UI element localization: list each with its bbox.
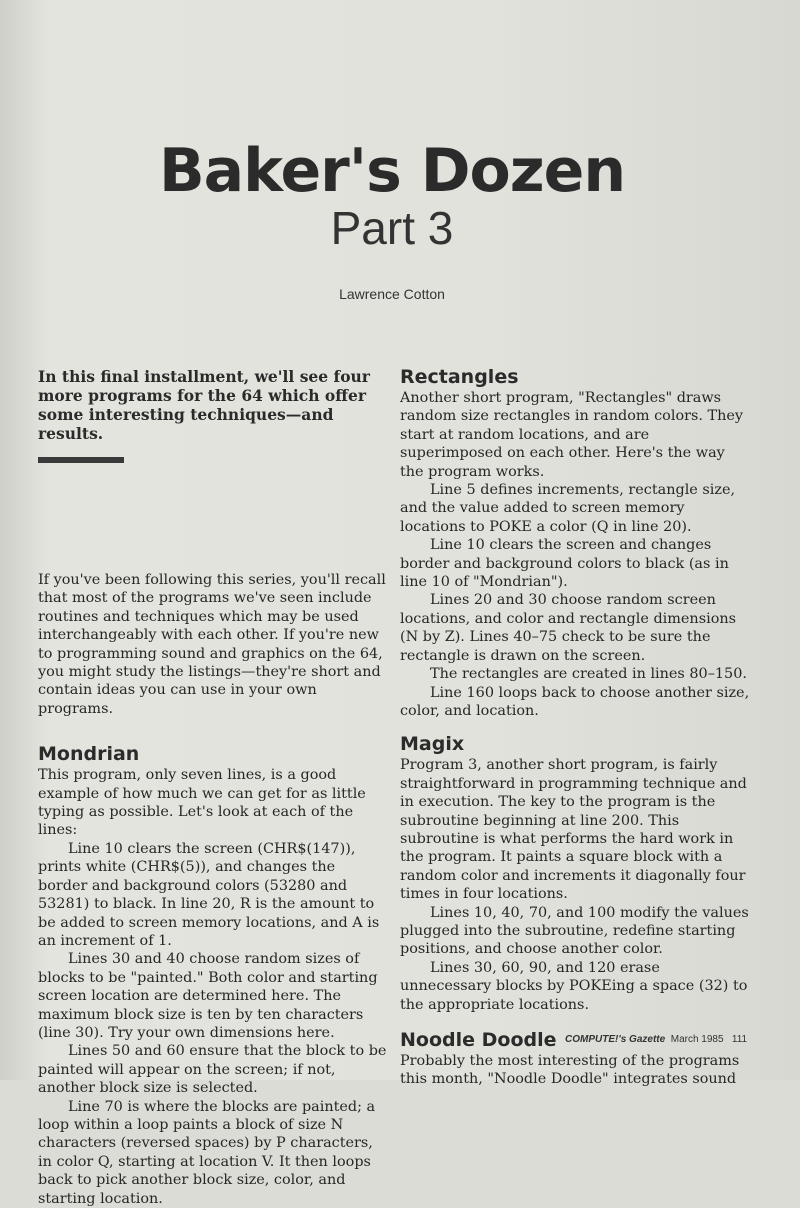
article-title: Baker's Dozen [158,136,626,206]
mondrian-paragraph-5: Line 70 is where the blocks are painted; a loop within a loop paints a block of size N characters (reversed spaces) by P characters, in color Q, starting at location V. It then loops back to pick another block size, color, and starting location. [38,1098,376,1207]
right-column [400,365,752,1089]
rectangles-paragraph-5: The rectangles are created in lines 80–150. [430,666,747,683]
rectangles-paragraph-1: Another short program, "Rectangles" draws random size rectangles in random colors. They start at random locations, and are superimposed on each other. Here's the way the program works. [400,390,744,480]
rectangles-paragraph-6: Line 160 loops back to choose another size, color, and location. [400,684,750,719]
rectangles-paragraph-2: Line 5 defines increments, rectangle size, and the value added to screen memory locations to POKE a color (Q in line 20). [400,482,736,535]
lede-rule [38,457,124,463]
magix-paragraph-1: Program 3, another short program, is fairly straightforward in programming technique and in execution. The key to the program is the subroutine beginning at line 200. This subroutine is what performs the hard work in the program. It paints a square block with a random color and increments it diagonally four times in four locations. [400,757,747,903]
heading-noodle-doodle: Noodle Doodle [400,1029,557,1051]
lede-text: In this final installment, we'll see four more programs for the 64 which offer some interesting techniques—and results. [38,367,370,443]
noodle-paragraph-1: Probably the most interesting of the programs this month, "Noodle Doodle" integrates sound [400,1053,740,1088]
magix-paragraph-2: Lines 10, 40, 70, and 100 modify the values plugged into the subroutine, redefine starting positions, and choose another color. [400,904,749,958]
left-column [38,367,388,1208]
page-number: 111 [731,1034,748,1045]
issue-date: March 1985 [670,1034,724,1045]
rectangles-paragraph-3: Line 10 clears the screen and changes border and background colors to black (as in line 10 of "Mondrian"). [400,537,729,591]
page-footer [565,1034,755,1045]
article-subtitle: Part 3 [330,202,454,254]
author-byline: Lawrence Cotton [339,286,445,302]
magix-paragraph-3: Lines 30, 60, 90, and 120 erase unnecessary blocks by POKEing a space (32) to the appropriate locations. [400,959,748,1013]
heading-magix: Magix [400,733,465,756]
heading-mondrian: Mondrian [38,743,140,766]
mondrian-paragraph-1: This program, only seven lines, is a good example of how much we can get for as little typing as possible. Let's look at each of the lines: [38,767,366,839]
rectangles-paragraph-4: Lines 20 and 30 choose random screen locations, and color and rectangle dimensions (N by Z). Lines 40–75 check to be sure the rectangle is drawn on the screen. [400,592,737,664]
mondrian-paragraph-4: Lines 50 and 60 ensure that the block to be painted will appear on the screen; if not, another block size is selected. [38,1043,387,1097]
heading-rectangles: Rectangles [400,366,519,388]
article-header [0,135,784,253]
mondrian-paragraph-2: Line 10 clears the screen (CHR$(147)), prints white (CHR$(5)), and changes the border and background colors (53280 and 53281) to black. In line 20, R is the amount to be added to screen memory locations, and A is an increment of 1. [38,840,380,949]
intro-paragraph: If you've been following this series, you'll recall that most of the programs we've seen include routines and techniques which may be used interchangeably with each other. If you're new to programming sound and graphics on the 64, you might study the listings—they're short and contain ideas you can use in your own programs. [38,572,386,717]
mondrian-paragraph-3: Lines 30 and 40 choose random sizes of blocks to be "painted." Both color and starting screen location are determined here. The maximum block size is ten by ten characters (line 30). Try your own dimensions here. [38,951,378,1041]
magazine-name: COMPUTE!'s Gazette [565,1034,666,1045]
